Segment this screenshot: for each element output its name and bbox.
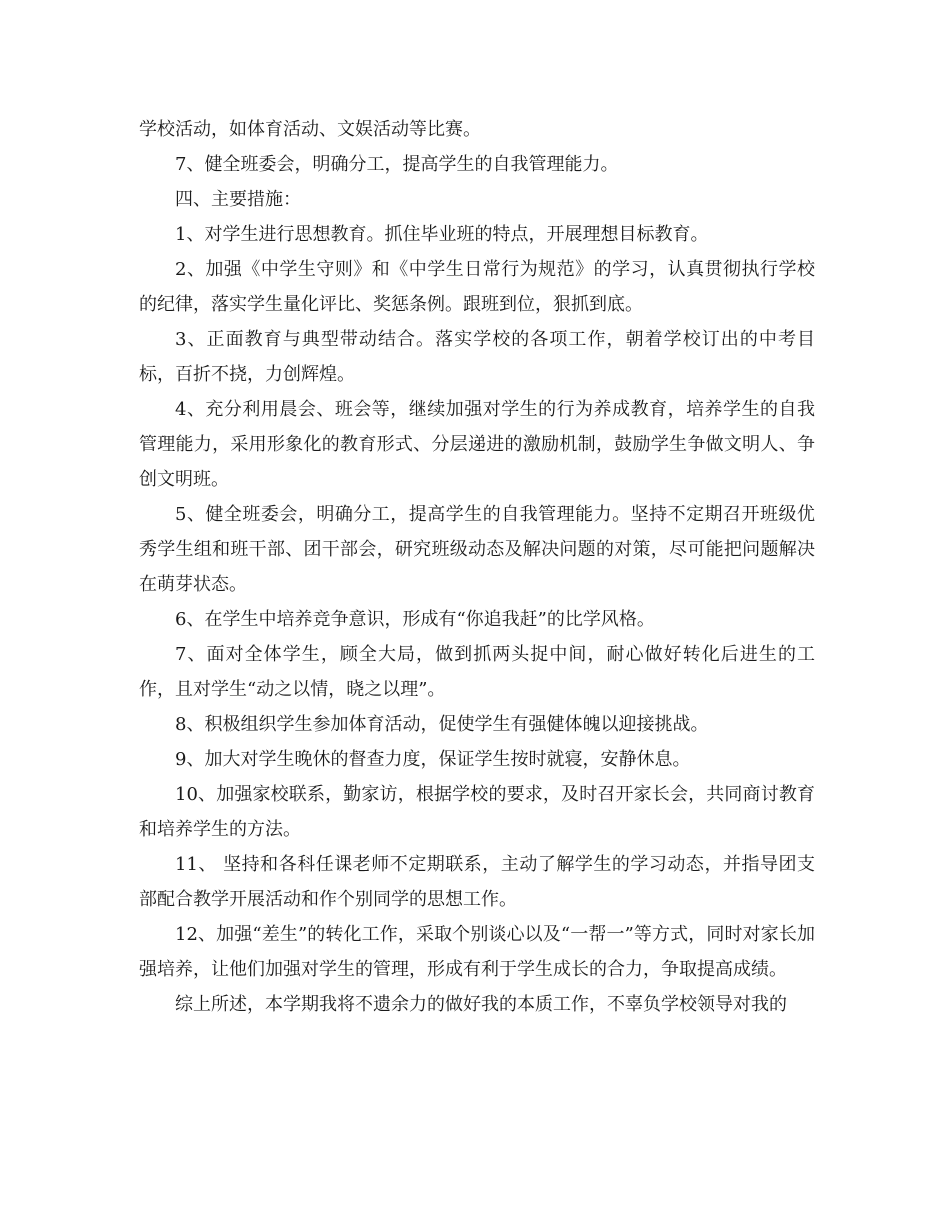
paragraph-continuation: 学校活动，如体育活动、文娱活动等比赛。 [139,119,481,140]
paragraph-measure-12: 12、加强“差生”的转化工作，采取个别谈心以及“一帮一”等方式，同时对家长加强培养，让他们加强对学生的管理，形成有利于学生成长的合力，争取提高成绩。 [139,924,815,980]
paragraph-summary: 综上所述，本学期我将不遗余力的做好我的本质工作，不辜负学校领导对我的 [175,994,787,1015]
paragraph-measure-6: 6、在学生中培养竞争意识，形成有“你追我赶”的比学风格。 [175,609,655,630]
paragraph-measure-2: 2、加强《中学生守则》和《中学生日常行为规范》的学习，认真贯彻执行学校的纪律，落实学生量化评比、奖惩条例。跟班到位，狠抓到底。 [139,259,815,315]
paragraph-measure-3: 3、正面教育与典型带动结合。落实学校的各项工作，朝着学校订出的中考目标，百折不挠，力创辉煌。 [139,329,815,385]
section-heading-main-measures: 四、主要措施： [175,189,301,210]
paragraph-item-7-committee: 7、健全班委会，明确分工，提高学生的自我管理能力。 [175,154,619,175]
document-body [139,112,815,1022]
paragraph-measure-4: 4、充分利用晨会、班会等，继续加强对学生的行为养成教育，培养学生的自我管理能力，采用形象化的教育形式、分层递进的激励机制，鼓励学生争做文明人、争创文明班。 [139,399,815,490]
paragraph-measure-5: 5、健全班委会，明确分工，提高学生的自我管理能力。坚持不定期召开班级优秀学生组和班干部、团干部会，研究班级动态及解决问题的对策，尽可能把问题解决在萌芽状态。 [139,504,815,595]
paragraph-measure-8: 8、积极组织学生参加体育活动，促使学生有强健体魄以迎接挑战。 [175,714,709,735]
paragraph-measure-9: 9、加大对学生晚休的督查力度，保证学生按时就寝，安静休息。 [175,749,691,770]
paragraph-measure-11: 11、 坚持和各科任课老师不定期联系，主动了解学生的学习动态，并指导团支部配合教学开展活动和作个别同学的思想工作。 [139,854,815,910]
paragraph-measure-10: 10、加强家校联系，勤家访，根据学校的要求，及时召开家长会，共同商讨教育和培养学生的方法。 [139,784,815,840]
paragraph-measure-1: 1、对学生进行思想教育。抓住毕业班的特点，开展理想目标教育。 [175,224,709,245]
paragraph-measure-7: 7、面对全体学生，顾全大局，做到抓两头捉中间，耐心做好转化后进生的工作，且对学生“动之以情，晓之以理”。 [139,644,815,700]
